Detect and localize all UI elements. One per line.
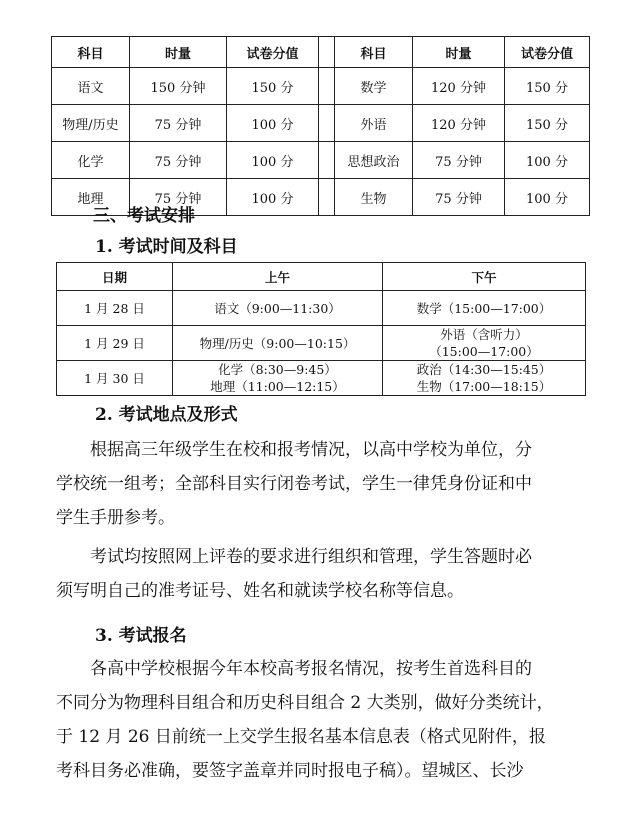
table-header-row — [57, 263, 586, 291]
paragraph-line: 学生手册参考。 — [56, 508, 175, 528]
header-cell: 下午 — [383, 263, 586, 291]
afternoon-cell — [383, 326, 586, 361]
afternoon-exam: 政治（14:30—15:45） — [416, 362, 552, 377]
table-cell: 150 分 — [505, 68, 590, 105]
afternoon-cell — [383, 291, 586, 326]
column-gap — [319, 68, 335, 105]
table-cell: 物理/历史 — [52, 105, 130, 142]
table-row — [52, 68, 590, 105]
column-gap — [319, 37, 335, 68]
paragraph-line: 不同分为物理科目组合和历史科目组合 2 大类别，做好分类统计， — [56, 693, 554, 713]
paragraph-line: 考科目务必准确，要签字盖章并同时报电子稿）。望城区、长沙 — [56, 761, 524, 781]
morning-exam: 语文（9:00—11:30） — [214, 300, 341, 316]
morning-cell — [173, 291, 383, 326]
header-cell: 试卷分值 — [227, 37, 319, 68]
paragraph-registration — [56, 652, 590, 788]
afternoon-cell — [383, 361, 586, 396]
table-cell: 化学 — [52, 142, 130, 179]
column-gap — [319, 142, 335, 179]
table-cell: 75 分钟 — [130, 105, 227, 142]
table-cell: 数学 — [335, 68, 413, 105]
table-cell: 思想政治 — [335, 142, 413, 179]
header-cell: 时量 — [130, 37, 227, 68]
header-cell: 科目 — [335, 37, 413, 68]
paragraph-line: 各高中学校根据今年本校高考报名情况，按考生首选科目的 — [90, 659, 532, 679]
date-cell: 1 月 29 日 — [57, 326, 173, 361]
table-cell: 100 分 — [505, 179, 590, 216]
afternoon-exam-time: （15:00—17:00） — [429, 344, 539, 359]
subsection-3-heading: 3. 考试报名 — [95, 626, 187, 646]
table-cell: 地理 — [52, 179, 130, 216]
column-gap — [319, 179, 335, 216]
morning-exam: 地理（11:00—12:15） — [210, 379, 345, 394]
table-cell: 150 分 — [505, 105, 590, 142]
morning-exam: 化学（8:30—9:45） — [218, 362, 337, 377]
score-table — [51, 36, 590, 216]
header-cell: 时量 — [413, 37, 505, 68]
table-header-row — [52, 37, 590, 68]
table-cell: 100 分 — [227, 105, 319, 142]
section-3-heading: 三、考试安排 — [93, 206, 195, 226]
subsection-2-heading: 2. 考试地点及形式 — [95, 405, 238, 425]
header-cell: 试卷分值 — [505, 37, 590, 68]
table-row — [52, 142, 590, 179]
column-gap — [319, 105, 335, 142]
table-cell: 生物 — [335, 179, 413, 216]
morning-exam: 物理/历史（9:00—10:15） — [199, 335, 356, 351]
table-cell: 语文 — [52, 68, 130, 105]
header-cell: 上午 — [173, 263, 383, 291]
table-cell: 100 分 — [227, 142, 319, 179]
morning-cell — [173, 326, 383, 361]
header-cell: 科目 — [52, 37, 130, 68]
paragraph-line: 考试均按照网上评卷的要求进行组织和管理，学生答题时必 — [90, 547, 532, 567]
date-cell: 1 月 30 日 — [57, 361, 173, 396]
paragraph-line: 根据高三年级学生在校和报考情况，以高中学校为单位，分 — [90, 440, 532, 460]
table-row — [57, 326, 586, 361]
table-cell: 75 分钟 — [413, 142, 505, 179]
schedule-table — [56, 262, 586, 396]
table-cell: 100 分 — [505, 142, 590, 179]
paragraph-online-marking — [56, 540, 590, 608]
table-cell: 75 分钟 — [130, 142, 227, 179]
paragraph-line: 须写明自己的准考证号、姓名和就读学校名称等信息。 — [56, 581, 464, 601]
afternoon-exam: 外语（含听力） — [440, 327, 528, 342]
table-row — [57, 291, 586, 326]
table-cell: 100 分 — [227, 179, 319, 216]
afternoon-exam: 数学（15:00—17:00） — [416, 300, 552, 316]
paragraph-line: 学校统一组考；全部科目实行闭卷考试，学生一律凭身份证和中 — [56, 474, 532, 494]
paragraph-line: 于 12 月 26 日前统一上交学生报名基本信息表（格式见附件，报 — [56, 727, 546, 747]
table-cell: 150 分钟 — [130, 68, 227, 105]
afternoon-exam: 生物（17:00—18:15） — [416, 379, 552, 394]
table-cell: 外语 — [335, 105, 413, 142]
table-row — [52, 105, 590, 142]
date-cell: 1 月 28 日 — [57, 291, 173, 326]
table-cell: 75 分钟 — [130, 179, 227, 216]
subsection-1-heading: 1. 考试时间及科目 — [95, 237, 238, 257]
table-cell: 120 分钟 — [413, 68, 505, 105]
table-row — [57, 361, 586, 396]
table-cell: 120 分钟 — [413, 105, 505, 142]
morning-cell — [173, 361, 383, 396]
table-cell: 150 分 — [227, 68, 319, 105]
paragraph-exam-format — [56, 433, 590, 535]
table-cell: 75 分钟 — [413, 179, 505, 216]
header-cell: 日期 — [57, 263, 173, 291]
